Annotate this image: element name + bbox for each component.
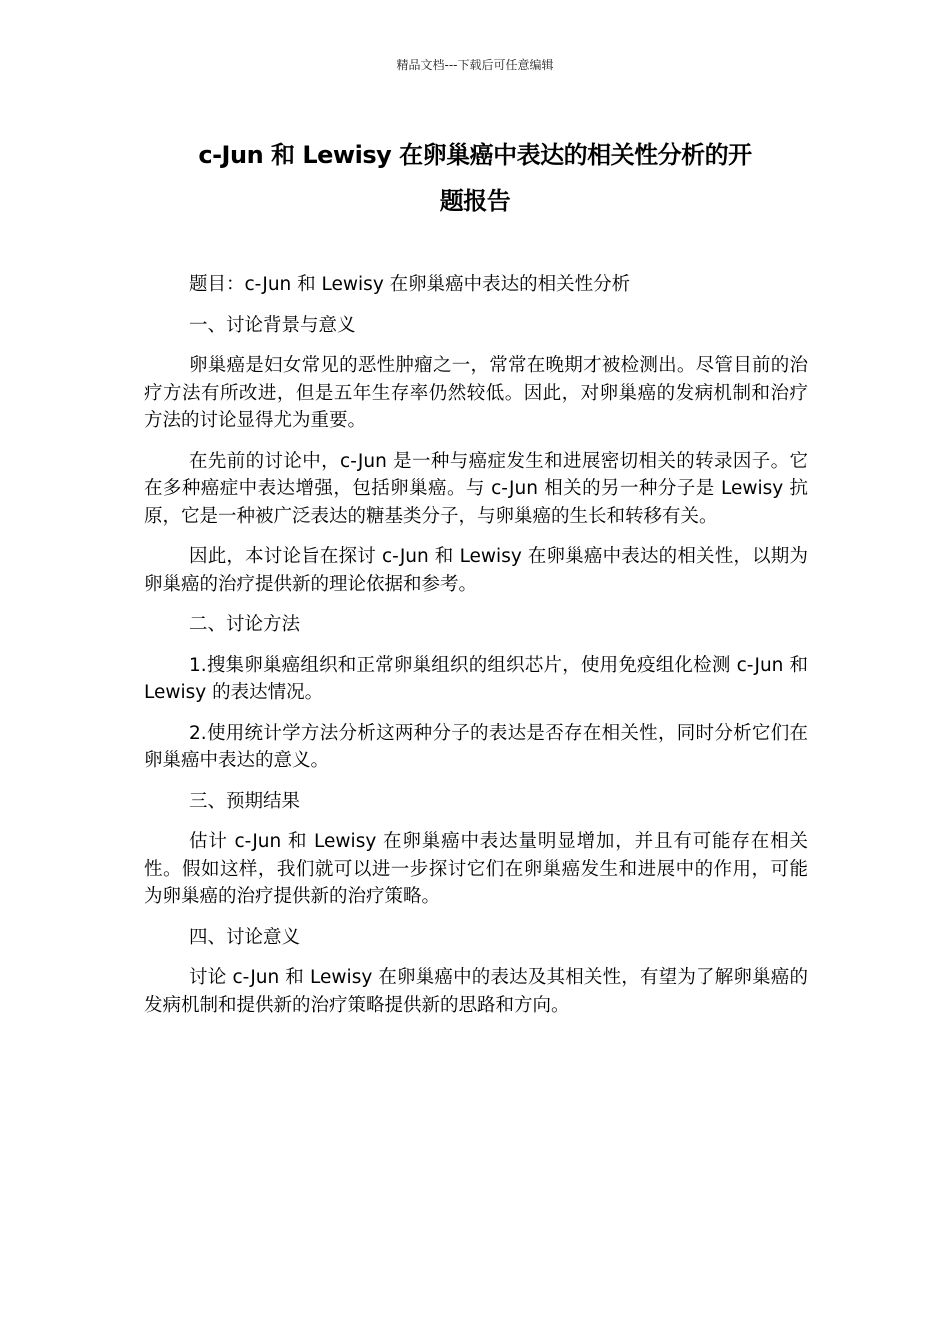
document-title	[140, 132, 810, 224]
body-paragraph: 2.使用统计学方法分析这两种分子的表达是否存在相关性，同时分析它们在卵巢癌中表达的意义。	[144, 722, 808, 771]
title-line-1: c-Jun 和 Lewisy 在卵巢癌中表达的相关性分析的开	[198, 141, 752, 169]
body-paragraph: 讨论 c-Jun 和 Lewisy 在卵巢癌中的表达及其相关性，有望为了解卵巢癌的发病机制和提供新的治疗策略提供新的思路和方向。	[144, 967, 808, 1016]
title-line-2: 题报告	[439, 187, 511, 215]
section-heading: 三、预期结果	[189, 790, 301, 812]
body-paragraph: 估计 c-Jun 和 Lewisy 在卵巢癌中表达量明显增加，并且有可能存在相关性。假如这样，我们就可以进一步探讨它们在卵巢癌发生和进展中的作用，可能为卵巢癌的治疗提供新的治疗策略。	[144, 831, 808, 907]
body-paragraph: 1.搜集卵巢癌组织和正常卵巢组织的组织芯片，使用免疫组化检测 c-Jun 和 Lewisy 的表达情况。	[144, 654, 808, 703]
topic-line: 题目：c-Jun 和 Lewisy 在卵巢癌中表达的相关性分析	[189, 274, 631, 295]
body-paragraph: 卵巢癌是妇女常见的恶性肿瘤之一，常常在晚期才被检测出。尽管目前的治疗方法有所改进，但是五年生存率仍然较低。因此，对卵巢癌的发病机制和治疗方法的讨论显得尤为重要。	[144, 355, 808, 431]
section-heading: 一、讨论背景与意义	[189, 314, 356, 336]
body-paragraph: 因此，本讨论旨在探讨 c-Jun 和 Lewisy 在卵巢癌中表达的相关性，以期为卵巢癌的治疗提供新的理论依据和参考。	[144, 546, 808, 595]
section-heading: 四、讨论意义	[189, 926, 301, 948]
section-heading: 二、讨论方法	[189, 614, 301, 635]
page-header: 精品文档---下载后可任意编辑	[396, 58, 554, 72]
body-paragraph: 在先前的讨论中，c-Jun 是一种与癌症发生和进展密切相关的转录因子。它在多种癌症中表达增强，包括卵巢癌。与 c-Jun 相关的另一种分子是 Lewisy 抗原，它是一种被广泛表达的糖基类分子，与卵巢癌的生长和转移有关。	[144, 450, 808, 527]
document-body	[144, 271, 808, 1032]
